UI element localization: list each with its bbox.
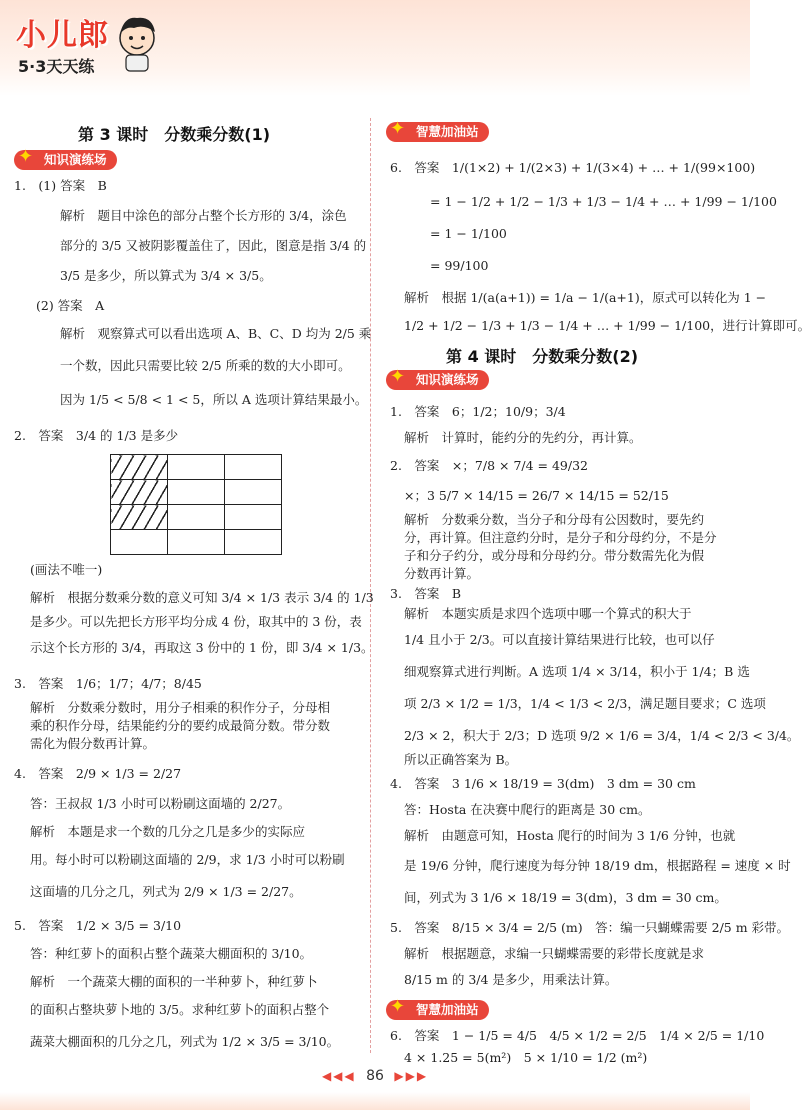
text-line: 6. 答案 1/(1×2) + 1/(2×3) + 1/(3×4) + … + 1/(99×100) (390, 160, 756, 175)
brand-logo (16, 10, 156, 90)
text-line: 解析 一个蔬菜大棚的面积的一半种萝卜，种红萝卜 (30, 974, 318, 989)
footer-band (0, 1092, 750, 1110)
text-line: 的面积占整块萝卜地的 3/5。求种红萝卜的面积占整个 (30, 1002, 330, 1017)
text-line: 示这个长方形的 3/4，再取这 3 份中的 1 份，即 3/4 × 1/3。 (30, 640, 374, 655)
text-line: 是 19/6 分钟，爬行速度为每分钟 18/19 dm，根据路程 = 速度 × 时 (404, 858, 791, 873)
text-line: 解析 计算时，能约分的先约分，再计算。 (404, 430, 642, 445)
text-line: 所以正确答案为 B。 (404, 752, 518, 767)
grid-cell (225, 530, 282, 555)
text-line: 蔬菜大棚面积的几分之几，列式为 1/2 × 3/5 = 3/10。 (30, 1034, 340, 1049)
text-line: 细观察算式进行判断。A 选项 1/4 × 3/14，积小于 1/4；B 选 (404, 664, 750, 679)
text-line: 答：王叔叔 1/3 小时可以粉刷这面墙的 2/27。 (30, 796, 291, 811)
text-line: 需化为假分数再计算。 (30, 736, 156, 751)
text-line: 用。每小时可以粉刷这面墙的 2/9，求 1/3 小时可以粉刷 (30, 852, 345, 867)
text-line: 一个数，因此只需要比较 2/5 所乘的数的大小即可。 (60, 358, 351, 373)
text-line: 2. 答案 3/4 的 1/3 是多少 (14, 428, 179, 443)
prev-arrows-icon: ◀◀◀ (321, 1069, 356, 1083)
lesson-4-title: 第 4 课时 分数乘分数(2) (446, 347, 639, 366)
mascot-icon (114, 14, 160, 74)
text-line: 解析 本题实质是求四个选项中哪一个算式的积大于 (404, 606, 692, 621)
text-line: = 1 − 1/2 + 1/2 − 1/3 + 1/3 − 1/4 + … + 1/99 − 1/100 (430, 194, 777, 209)
shaded-cell (111, 480, 168, 505)
star-icon: ✦ (390, 366, 406, 387)
text-line: 解析 根据分数乘分数的意义可知 3/4 × 1/3 表示 3/4 的 1/3 (30, 590, 374, 605)
text-line: 解析 由题意可知，Hosta 爬行的时间为 3 1/6 分钟，也就 (404, 828, 736, 843)
text-line: (画法不唯一) (30, 562, 103, 577)
text-line: (2) 答案 A (36, 298, 105, 313)
text-line: 分数再计算。 (404, 566, 480, 581)
text-line: 这面墙的几分之几，列式为 2/9 × 1/3 = 2/27。 (30, 884, 302, 899)
text-line: 因为 1/5 < 5/8 < 1 < 5，所以 A 选项计算结果最小。 (60, 392, 368, 407)
text-line: 8/15 m 的 3/4 是多少，用乘法计算。 (404, 972, 618, 987)
star-icon: ✦ (390, 118, 406, 139)
text-line: 5. 答案 1/2 × 3/5 = 3/10 (14, 918, 182, 933)
grid-cell (225, 455, 282, 480)
grid-cell (168, 455, 225, 480)
text-line: 1. (1) 答案 B (14, 178, 107, 193)
text-line: 部分的 3/5 又被阴影覆盖住了，因此，图意是指 3/4 的 (60, 238, 367, 253)
text-line: ×；3 5/7 × 14/15 = 26/7 × 14/15 = 52/15 (404, 488, 669, 503)
text-line: = 99/100 (430, 258, 489, 273)
text-line: 3. 答案 B (390, 586, 462, 601)
text-line: 间，列式为 3 1/6 × 18/19 = 3(dm)，3 dm = 30 cm。 (404, 890, 727, 905)
lesson-3-title: 第 3 课时 分数乘分数(1) (78, 125, 271, 144)
text-line: 解析 本题是求一个数的几分之几是多少的实际应 (30, 824, 306, 839)
section-badge-bonus-top: ✦ 智慧加油站 (386, 122, 489, 142)
text-line: 6. 答案 1 − 1/5 = 4/5 4/5 × 1/2 = 2/5 1/4 × 2/5 = 1/10 (390, 1028, 765, 1043)
brand-name: 小儿郎 (16, 18, 109, 53)
text-line: 乘的积作分母，结果能约分的要约成最简分数。带分数 (30, 718, 331, 733)
text-line: 解析 根据题意，求编一只蝴蝶需要的彩带长度就是求 (404, 946, 705, 961)
text-line: 项 2/3 × 1/2 = 1/3，1/4 < 1/3 < 2/3，满足题目要求；C 选项 (404, 696, 766, 711)
star-icon: ✦ (18, 146, 34, 167)
text-line: 4 × 1.25 = 5(m²) 5 × 1/10 = 1/2 (m²) (404, 1050, 648, 1065)
text-line: 分，再计算。但注意约分时，是分子和分母约分，不是分 (404, 530, 717, 545)
grid-cell (225, 480, 282, 505)
rectangle-diagram (110, 454, 282, 555)
section-badge-knowledge: ✦ 知识演练场 (14, 150, 117, 170)
section-badge-knowledge-2: ✦ 知识演练场 (386, 370, 489, 390)
text-line: 答：种红萝卜的面积占整个蔬菜大棚面积的 3/10。 (30, 946, 313, 961)
grid-cell (111, 530, 168, 555)
shaded-cell (111, 455, 168, 480)
text-line: 解析 题目中涂色的部分占整个长方形的 3/4，涂色 (60, 208, 347, 223)
page-footer (0, 1068, 750, 1084)
text-line: 3/5 是多少，所以算式为 3/4 × 3/5。 (60, 268, 272, 283)
text-line: 5. 答案 8/15 × 3/4 = 2/5 (m) 答：编一只蝴蝶需要 2/5 m 彩带。 (390, 920, 790, 935)
star-icon: ✦ (390, 996, 406, 1017)
text-line: 解析 分数乘分数，当分子和分母有公因数时，要先约 (404, 512, 705, 527)
section-badge-bonus-bottom: ✦ 智慧加油站 (386, 1000, 489, 1020)
text-line: 答：Hosta 在决赛中爬行的距离是 30 cm。 (404, 802, 651, 817)
text-line: 解析 观察算式可以看出选项 A、B、C、D 均为 2/5 乘 (60, 326, 372, 341)
text-line: 1. 答案 6；1/2；10/9；3/4 (390, 404, 566, 419)
grid-cell (225, 505, 282, 530)
text-line: 1/4 且小于 2/3。可以直接计算结果进行比较，也可以仔 (404, 632, 715, 647)
grid-cell (168, 505, 225, 530)
text-line: 2. 答案 ×；7/8 × 7/4 = 49/32 (390, 458, 588, 473)
text-line: 是多少。可以先把长方形平均分成 4 份，取其中的 3 份，表 (30, 614, 362, 629)
brand-sub: 5·3天天练 (18, 57, 95, 76)
text-line: 4. 答案 3 1/6 × 18/19 = 3(dm) 3 dm = 30 cm (390, 776, 696, 791)
column-divider (370, 118, 371, 1053)
text-line: 1/2 + 1/2 − 1/3 + 1/3 − 1/4 + … + 1/99 − 1/100，进行计算即可。 (404, 318, 810, 333)
text-line: = 1 − 1/100 (430, 226, 507, 241)
text-line: 2/3 × 2，积大于 2/3；D 选项 9/2 × 1/6 = 3/4，1/4 < 2/3 < 3/4。 (404, 728, 800, 743)
text-line: 子和分子约分，或分母和分母约分。带分数需先化为假 (404, 548, 705, 563)
text-line: 解析 根据 1/(a(a+1)) = 1/a − 1/(a+1)，原式可以转化为 1 − (404, 290, 767, 305)
text-line: 3. 答案 1/6；1/7；4/7；8/45 (14, 676, 202, 691)
next-arrows-icon: ▶▶▶ (394, 1069, 429, 1083)
text-line: 4. 答案 2/9 × 1/3 = 2/27 (14, 766, 182, 781)
grid-cell (168, 480, 225, 505)
shaded-cell (111, 505, 168, 530)
text-line: 解析 分数乘分数时，用分子相乘的积作分子，分母相 (30, 700, 331, 715)
page-number: 86 (366, 1068, 384, 1084)
grid-cell (168, 530, 225, 555)
